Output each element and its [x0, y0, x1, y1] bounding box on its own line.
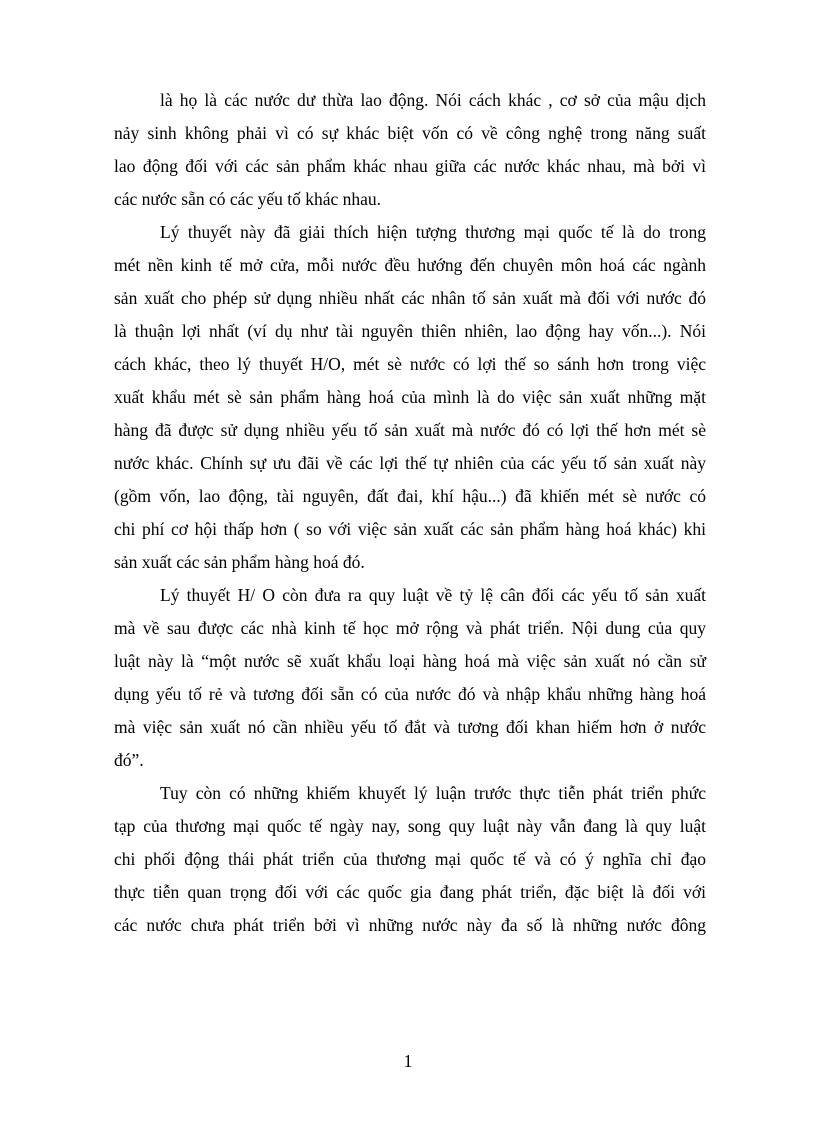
text-line: là thuận lợi nhất (ví dụ như tài nguyên thiên nhiên, lao động hay vốn...). Nói	[114, 321, 706, 341]
text-line: mà việc sản xuất nó cần nhiều yếu tố đắt và tương đối khan hiếm hơn ở nước	[114, 717, 706, 737]
paragraph-3	[114, 579, 706, 777]
text-line: các nước sẵn có các yếu tố khác nhau.	[114, 189, 382, 209]
text-line: thực tiễn quan trọng đối với các quốc gia đang phát triển, đặc biệt là đối với	[114, 882, 706, 902]
text-line: nước khác. Chính sự ưu đãi về các lợi thế tự nhiên của các yếu tố sản xuất này	[114, 453, 706, 473]
paragraph-1	[114, 84, 706, 216]
text-line: dụng yếu tố rẻ và tương đối sẵn có của nước đó và nhập khẩu những hàng hoá	[114, 684, 706, 704]
text-line: các nước chưa phát triển bởi vì những nước này đa số là những nước đông	[114, 915, 706, 935]
text-line: chi phí cơ hội thấp hơn ( so với việc sản xuất các sản phẩm hàng hoá khác) khi	[114, 519, 706, 539]
text-line: mét nền kinh tế mở cửa, mỗi nước đều hướng đến chuyên môn hoá các ngành	[114, 255, 706, 275]
text-line: chi phối động thái phát triển của thương mại quốc tế và có ý nghĩa chỉ đạo	[114, 849, 706, 869]
text-line: Lý thuyết H/ O còn đưa ra quy luật về tỷ lệ cân đối các yếu tố sản xuất	[160, 585, 706, 605]
paragraph-2	[114, 216, 706, 579]
page-number: 1	[403, 1051, 413, 1071]
text-line: đó”.	[114, 750, 144, 770]
text-line: mà về sau được các nhà kinh tế học mở rộng và phát triển. Nội dung của quy	[114, 618, 706, 638]
text-line: (gồm vốn, lao động, tài nguyên, đất đai, khí hậu...) đã khiến mét sè nước có	[114, 486, 706, 506]
text-line: sản xuất cho phép sử dụng nhiều nhất các nhân tố sản xuất mà đối với nước đó	[114, 288, 706, 308]
text-line: sản xuất các sản phẩm hàng hoá đó.	[114, 552, 365, 572]
text-line: xuất khẩu mét sè sản phẩm hàng hoá của mình là do việc sản xuất những mặt	[114, 387, 706, 407]
text-line: luật này là “một nước sẽ xuất khẩu loại hàng hoá mà việc sản xuất nó cần sử	[114, 651, 706, 671]
text-line: cách khác, theo lý thuyết H/O, mét sè nước có lợi thế so sánh hơn trong việc	[114, 354, 706, 374]
text-line: tạp của thương mại quốc tế ngày nay, song quy luật này vẫn đang là quy luật	[114, 816, 706, 836]
paragraph-4	[114, 777, 706, 942]
document-body	[114, 84, 706, 942]
text-line: nảy sinh không phải vì có sự khác biệt vốn có về công nghệ trong năng suất	[114, 123, 706, 143]
text-line: hàng đã được sử dụng nhiều yếu tố sản xuất mà nước đó có lợi thế hơn mét sè	[114, 420, 706, 440]
text-line: lao động đối với các sản phẩm khác nhau giữa các nước khác nhau, mà bởi vì	[114, 156, 706, 176]
text-line: Lý thuyết này đã giải thích hiện tượng thương mại quốc tế là do trong	[160, 222, 706, 242]
text-line: là họ là các nước dư thừa lao động. Nói cách khác , cơ sở của mậu dịch	[160, 90, 706, 110]
text-line: Tuy còn có những khiếm khuyết lý luận trước thực tiễn phát triển phức	[160, 783, 706, 803]
